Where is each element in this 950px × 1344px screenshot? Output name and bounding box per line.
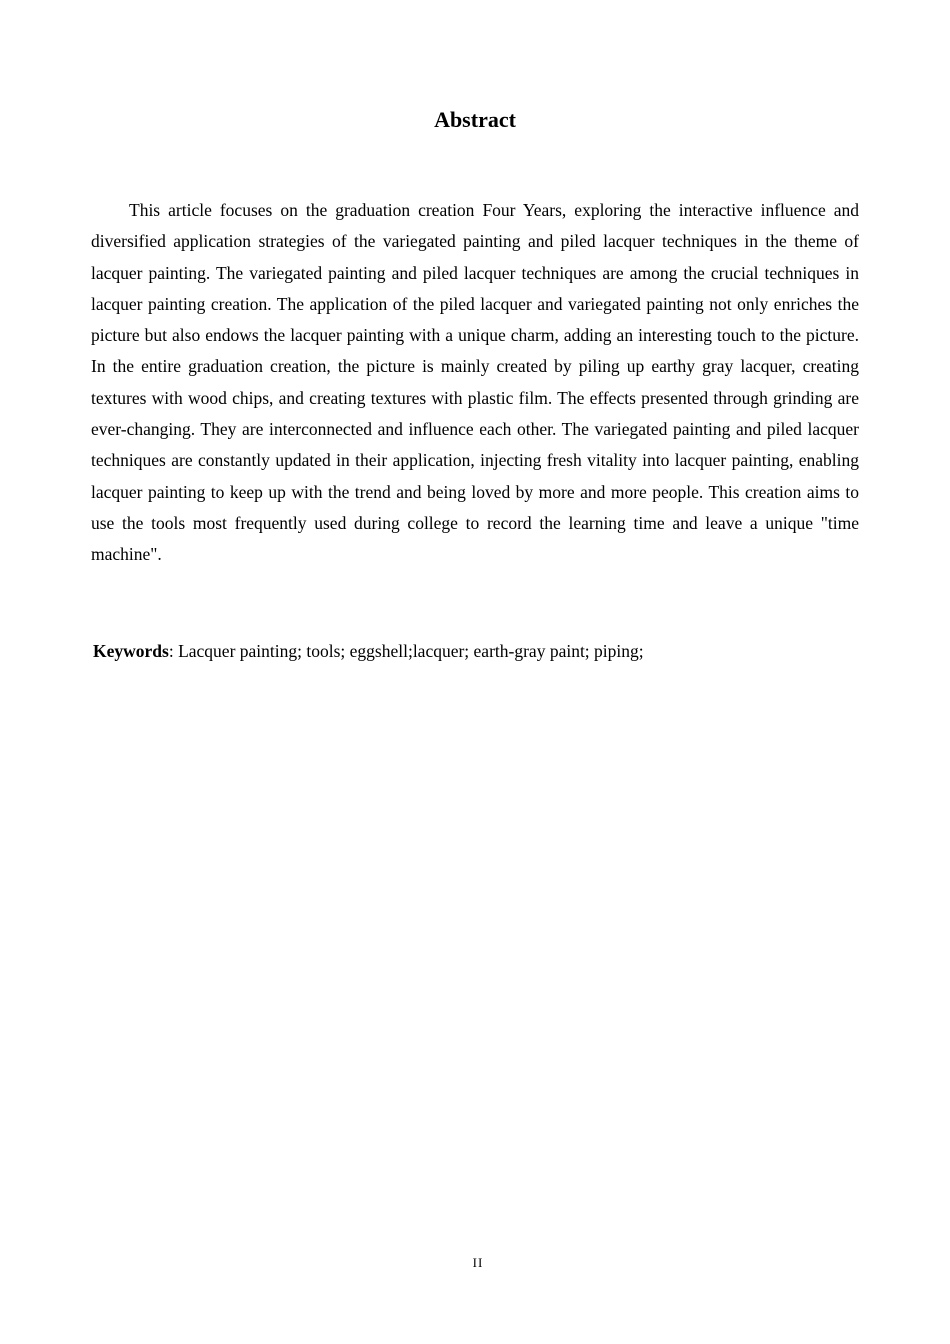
keywords-line [93,636,859,666]
abstract-body-paragraph: This article focuses on the graduation creation Four Years, exploring the interactive influence and diversified application strategies of the variegated painting and piled lacquer techniques in the theme of lacquer painting. The variegated painting and piled lacquer techniques are among the crucial techniques in lacquer painting creation. The application of the piled lacquer and variegated painting not only enriches the picture but also endows the lacquer painting with a unique charm, adding an interesting touch to the picture. In the entire graduation creation, the picture is mainly created by piling up earthy gray lacquer, creating textures with wood chips, and creating textures with plastic film. The effects presented through grinding are ever-changing. They are interconnected and influence each other. The variegated painting and piled lacquer techniques are constantly updated in their application, injecting fresh vitality into lacquer painting, enabling lacquer painting to keep up with the trend and being loved by more and more people. This creation aims to use the tools most frequently used during college to record the learning time and leave a unique "time machine". [91,200,859,565]
page-number: II [472,1255,484,1270]
keywords-label: Keywords [93,641,169,661]
abstract-title: Abstract [434,107,516,132]
keywords-separator: : [168,641,179,661]
keywords-text: Lacquer painting; tools; eggshell;lacquer; earth-gray paint; piping; [178,641,644,661]
